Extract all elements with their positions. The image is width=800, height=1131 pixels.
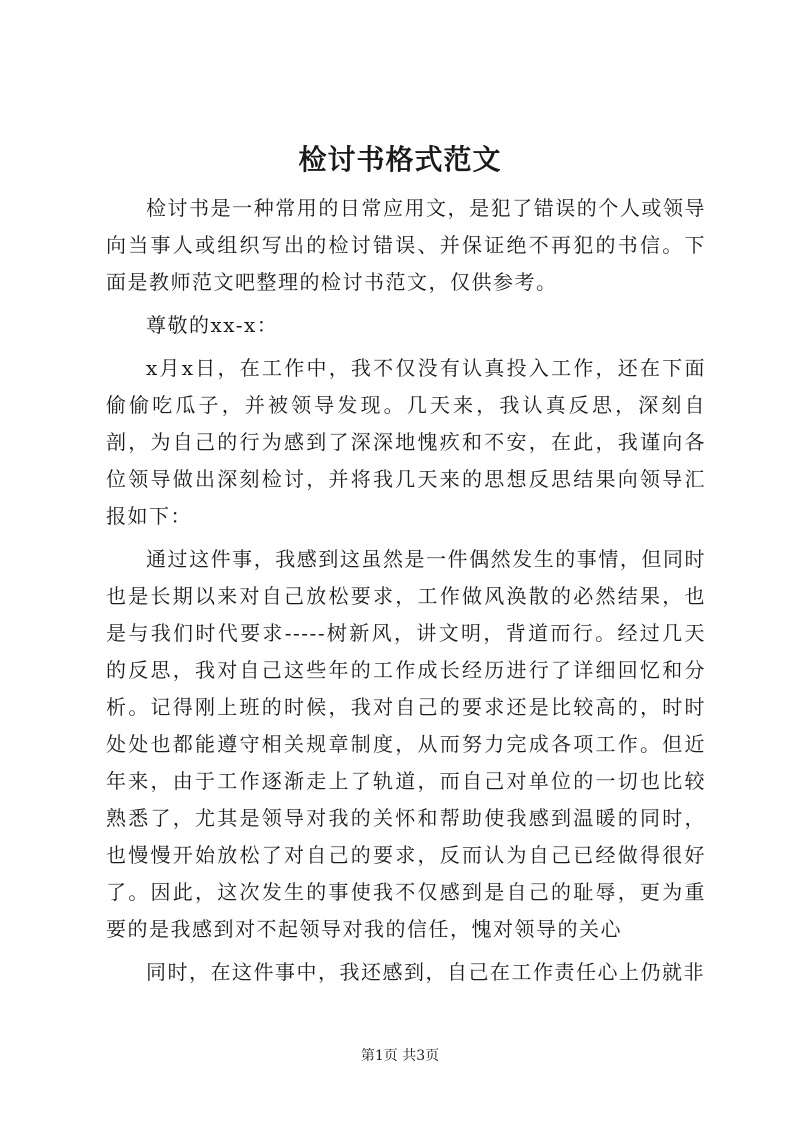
- paragraph-intro: 检讨书是一种常用的日常应用文，是犯了错误的个人或领导向当事人或组织写出的检讨错误、并保证绝不再犯的书信。下面是教师范文吧整理的检讨书范文，仅供参考。: [106, 196, 706, 294]
- document-title: 检讨书格式范文: [298, 143, 502, 176]
- page-footer: [0, 1046, 800, 1066]
- paragraph-continuation: 同时，在这件事中，我还感到，自己在工作责任心上仍就非: [146, 960, 705, 984]
- document-body: [106, 190, 706, 997]
- page-number: 第1页 共3页: [360, 1048, 440, 1064]
- paragraph-incident: x月x日，在工作中，我不仅没有认真投入工作，还在下面偷偷吃瓜子，并被领导发现。几天来，我认真反思，深刻自剖，为自己的行为感到了深深地愧疚和不安，在此，我谨向各位领导做出深刻检讨，并将我几天来的思想反思结果向领导汇报如下：: [106, 356, 706, 528]
- paragraph-salutation: 尊敬的xx-x：: [146, 313, 279, 337]
- paragraph-reflection: 通过这件事，我感到这虽然是一件偶然发生的事情，但同时也是长期以来对自己放松要求，工作做风涣散的必然结果，也是与我们时代要求-----树新风，讲文明，背道而行。经过几天的反思，我对自己这些年的工作成长经历进行了详细回忆和分析。记得刚上班的时候，我对自己的要求还是比较高的，时时处处也都能遵守相关规章制度，从而努力完成各项工作。但近年来，由于工作逐渐走上了轨道，而自己对单位的一切也比较熟悉了，尤其是领导对我的关怀和帮助使我感到温暖的同时，也慢慢开始放松了对自己的要求，反而认为自己已经做得很好了。因此，这次发生的事使我不仅感到是自己的耻辱，更为重要的是我感到对不起领导对我的信任，愧对领导的关心: [106, 547, 706, 941]
